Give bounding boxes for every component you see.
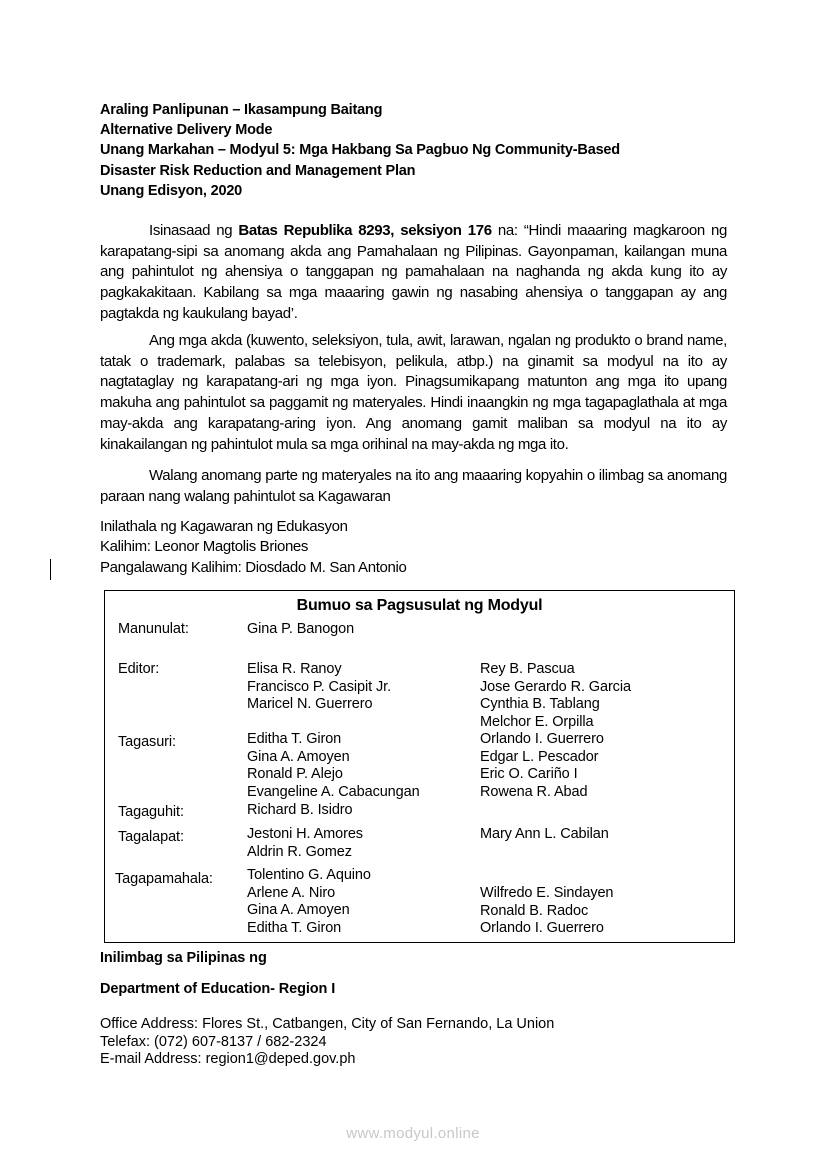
tagaguhit-names: Richard B. Isidro [247, 802, 353, 818]
header-module-cont: Disaster Risk Reduction and Management Plan [100, 162, 416, 179]
tagalapat-names-col2: Mary Ann L. Cabilan [480, 826, 609, 842]
header-subject: Araling Panlipunan – Ikasampung Baitang [100, 102, 383, 118]
tagapamahala-names-col1: Tolentino G. Aquino Arlene A. Niro Gina A. Amoyen Editha T. Giron [247, 867, 371, 936]
publisher-info [100, 517, 406, 578]
office-address: Office Address: Flores St., Catbangen, City of San Fernando, La Union [100, 1016, 555, 1032]
credits-box [104, 590, 735, 943]
header-mode: Alternative Delivery Mode [100, 122, 273, 139]
contact-info [100, 1016, 554, 1069]
manunulat-names: Gina P. Banogon [247, 621, 355, 637]
law-reference: Batas Republika 8293, seksiyon 176 [238, 222, 492, 239]
label-editor: Editor: [118, 661, 160, 677]
label-tagaguhit: Tagaguhit: [118, 804, 184, 820]
label-manunulat: Manunulat: [118, 621, 189, 637]
secretary: Kalihim: Leonor Magtolis Briones [100, 538, 309, 556]
tagalapat-names-col1: Jestoni H. Amores Aldrin R. Gomez [247, 826, 363, 860]
label-tagapamahala: Tagapamahala: [115, 871, 213, 887]
watermark: www.modyul.online [346, 1125, 480, 1142]
text-cursor [50, 559, 51, 580]
copyright-paragraph-2: Ang mga akda (kuwento, seleksiyon, tula, awit, larawan, ngalan ng produkto o brand name, tatak o trademark, palabas sa telebisyon, pelikula, atbp.) na ginamit sa modyul na ito ay nagtataglay ng karapatang-ari ng mga iyon. Pinagsumikapang matunton ang mga ito upang makuha ang pahintulot sa paggamit ng materyales. Hindi inaangkin ng mga tagapaglathala at mga may-akda ang karapatang-aring iyon. Ang anomang gamit maliban sa modyul na ito ay kinakailangan ng pahintulot mula sa mga orihinal na may-akda ng mga ito. [100, 332, 727, 453]
email-address: E-mail Address: region1@deped.gov.ph [100, 1051, 356, 1067]
label-tagasuri: Tagasuri: [118, 734, 176, 750]
department-name: Department of Education- Region I [100, 981, 336, 997]
tagasuri-names-col2: Orlando I. Guerrero Edgar L. Pescador Eric O. Cariño I Rowena R. Abad [480, 731, 604, 800]
undersecretary: Pangalawang Kalihim: Diosdado M. San Antonio [100, 558, 407, 576]
label-tagalapat: Tagalapat: [118, 829, 184, 845]
tagasuri-names-col1: Editha T. Giron Gina A. Amoyen Ronald P. Alejo Evangeline A. Cabacungan [247, 731, 420, 800]
editor-names-col1: Elisa R. Ranoy Francisco P. Casipit Jr. Maricel N. Guerrero [247, 661, 391, 713]
published-by: Inilathala ng Kagawaran ng Edukasyon [100, 518, 348, 535]
printed-in: Inilimbag sa Pilipinas ng [100, 950, 267, 966]
copyright-paragraph-1: Isinasaad ng Batas Republika 8293, seksiyon 176 na: “Hindi maaaring magkaroon ng karapatang-sipi sa anomang akda ang Pamahalaan ng Pilipinas. Gayonpaman, kailangan muna ang pahintulot ng ahensiya o tanggapan ng pamahalaan na naghanda ng akda kung ito ay pagkakakitaan. Kabilang sa mga maaaring gawin ng nasabing ahensiya o tanggapan ay ang pagtakda ng kaukulang bayad’. [100, 222, 727, 322]
credits-title: Bumuo sa Pagsusulat ng Modyul [296, 597, 543, 614]
header-module: Unang Markahan – Modyul 5: Mga Hakbang Sa Pagbuo Ng Community-Based [100, 142, 620, 159]
telefax: Telefax: (072) 607-8137 / 682-2324 [100, 1033, 327, 1050]
tagapamahala-names-col2: Wilfredo E. Sindayen Ronald B. Radoc Orlando I. Guerrero [480, 885, 614, 937]
copyright-paragraph-3: Walang anomang parte ng materyales na ito ang maaaring kopyahin o ilimbag sa anomang paraan nang walang pahintulot sa Kagawaran [100, 467, 727, 505]
header-edition: Unang Edisyon, 2020 [100, 182, 243, 199]
document-header [100, 100, 620, 201]
editor-names-col2: Rey B. Pascua Jose Gerardo R. Garcia Cynthia B. Tablang Melchor E. Orpilla [480, 661, 631, 730]
